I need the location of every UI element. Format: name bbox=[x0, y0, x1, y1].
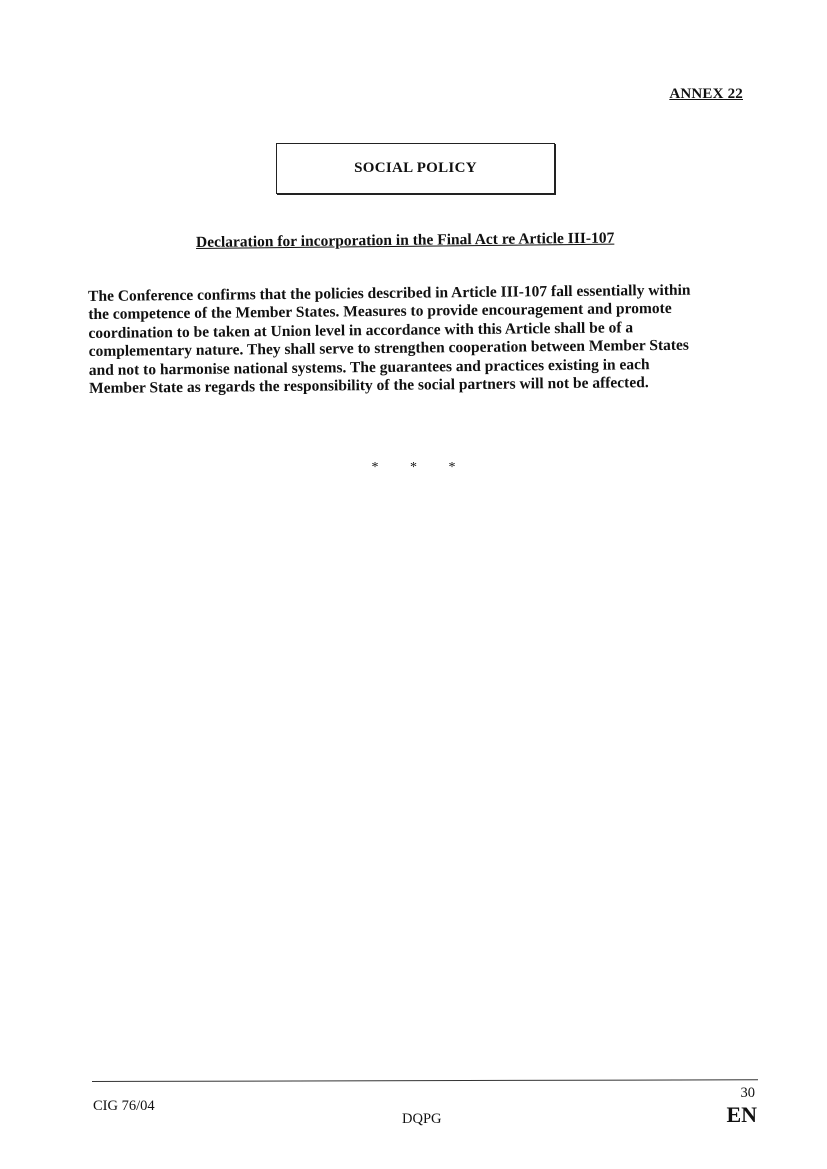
declaration-line: The Conference confirms that the policies described in Article III-107 fall essentially within bbox=[88, 281, 691, 305]
declaration-heading: Declaration for incorporation in the Final Act re Article III-107 bbox=[195, 229, 615, 251]
declaration-body bbox=[88, 281, 749, 398]
footer-department: DQPG bbox=[402, 1111, 442, 1127]
declaration-line: and not to harmonise national systems. The guarantees and practices existing in each bbox=[88, 355, 650, 379]
footer-rule bbox=[92, 1079, 758, 1082]
footer-reference: CIG 76/04 bbox=[93, 1098, 155, 1114]
declaration-line: coordination to be taken at Union level in accordance with this Article shall be of a bbox=[88, 319, 634, 342]
declaration-line: Member State as regards the responsibility of the social partners will not be affected. bbox=[88, 374, 649, 398]
section-separator: * * * bbox=[371, 460, 470, 475]
section-title: SOCIAL POLICY bbox=[354, 160, 477, 176]
page-number: 30 bbox=[740, 1085, 755, 1101]
declaration-line: the competence of the Member States. Measures to provide encouragement and promote bbox=[88, 300, 672, 324]
language-code: EN bbox=[726, 1102, 757, 1127]
annex-label: ANNEX 22 bbox=[669, 86, 743, 102]
section-title-box bbox=[276, 143, 555, 194]
declaration-line: complementary nature. They shall serve to strengthen cooperation between Member States bbox=[88, 336, 689, 361]
